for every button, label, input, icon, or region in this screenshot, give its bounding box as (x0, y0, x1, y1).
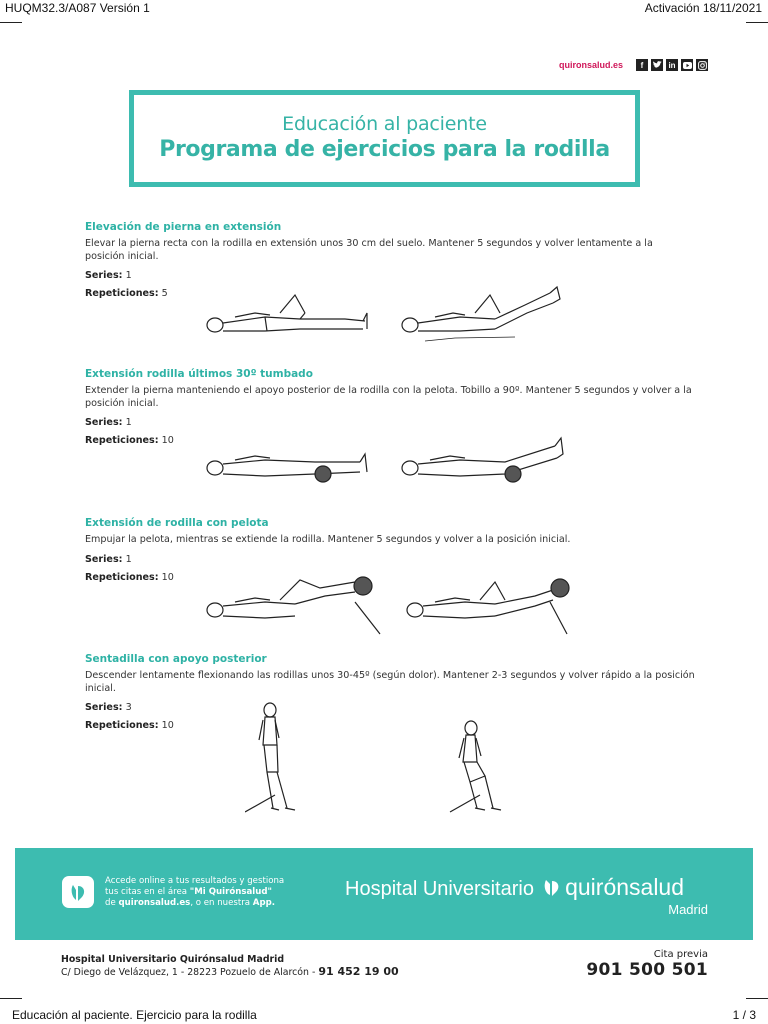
page-title: Programa de ejercicios para la rodilla (159, 137, 610, 162)
document-code: HUQM32.3/A087 Versión 1 (5, 1, 150, 15)
exercise-reps: Repeticiones: 10 (85, 435, 174, 446)
youtube-icon[interactable] (681, 59, 693, 71)
instagram-icon[interactable] (696, 59, 708, 71)
exercise-title: Extensión rodilla últimos 30º tumbado (85, 368, 313, 380)
exercise-description: Elevar la pierna recta con la rodilla en extensión unos 30 cm del suelo. Mantener 5 segundos y volver lentamente a la posición inicial. (85, 238, 653, 262)
crop-mark (0, 22, 22, 23)
promo-text: Accede online a tus resultados y gestiona tus citas en el área "Mi Quirónsalud" de quironsalud.es, o en nuestra App. (105, 876, 285, 908)
address: C/ Diego de Velázquez, 1 - 28223 Pozuelo de Alarcón - (61, 967, 319, 978)
exercise-title: Extensión de rodilla con pelota (85, 517, 269, 529)
exercise-3-illustration (195, 572, 580, 638)
appointment-block (586, 949, 708, 980)
page-supertitle: Educación al paciente (282, 113, 487, 135)
exercise-description: Empujar la pelota, mientras se extiende la rodilla. Mantener 5 segundos y volver a la posición inicial. (85, 534, 571, 545)
exercise-series: Series: 1 (85, 417, 132, 428)
appointment-label: Cita previa (653, 949, 708, 960)
pdf-header (0, 0, 768, 16)
facebook-icon[interactable]: f (636, 59, 648, 71)
exercise-description: Extender la pierna manteniendo el apoyo posterior de la rodilla con la pelota. Tobillo a 90º. Mantener 5 segundos y volver a la posición inicial. (85, 385, 692, 409)
title-box (129, 90, 640, 187)
exercise-title: Sentadilla con apoyo posterior (85, 653, 267, 665)
exercise-2-illustration (195, 432, 570, 494)
exercise-reps: Repeticiones: 10 (85, 720, 174, 731)
hospital-name: Hospital Universitario Quirónsalud Madrid (61, 954, 285, 965)
crop-mark (746, 998, 768, 999)
promo-banner (15, 848, 753, 940)
footer-address (61, 954, 399, 979)
phone-number[interactable]: 91 452 19 00 (318, 965, 399, 978)
exercise-description: Descender lentamente flexionando las rodillas unos 30-45º (según dolor). Mantener 2-3 segundos y volver rápido a la posición inicial. (85, 670, 695, 694)
exercise-4-illustration (245, 700, 520, 822)
linkedin-icon[interactable]: in (666, 59, 678, 71)
exercise-reps: Repeticiones: 5 (85, 288, 168, 299)
exercise-reps: Repeticiones: 10 (85, 571, 174, 583)
pdf-footer (0, 1008, 768, 1024)
exercise-series: Series: 1 (85, 553, 132, 565)
hospital-logo: Hospital Universitario quirónsalud (345, 874, 685, 900)
hospital-city: Madrid (668, 902, 708, 917)
activation-date: Activación 18/11/2021 (644, 1, 762, 15)
app-logo-icon[interactable] (62, 876, 94, 908)
site-link[interactable]: quironsalud.es (558, 60, 623, 70)
quironsalud-logo-icon (544, 877, 560, 897)
appointment-number[interactable]: 901 500 501 (586, 960, 708, 980)
page-counter: 1 / 3 (732, 1008, 756, 1022)
exercise-title: Elevación de pierna en extensión (85, 221, 282, 233)
exercise-series: Series: 3 (85, 702, 132, 713)
twitter-icon[interactable] (651, 59, 663, 71)
exercise-series: Series: 1 (85, 270, 132, 281)
crop-mark (0, 998, 22, 999)
social-bar (559, 58, 708, 72)
app-link[interactable]: App. (252, 898, 276, 908)
exercise-1-illustration (195, 283, 570, 345)
website-link[interactable]: quironsalud.es (118, 898, 191, 908)
document-title: Educación al paciente. Ejercicio para la rodilla (12, 1008, 257, 1022)
crop-mark (746, 22, 768, 23)
